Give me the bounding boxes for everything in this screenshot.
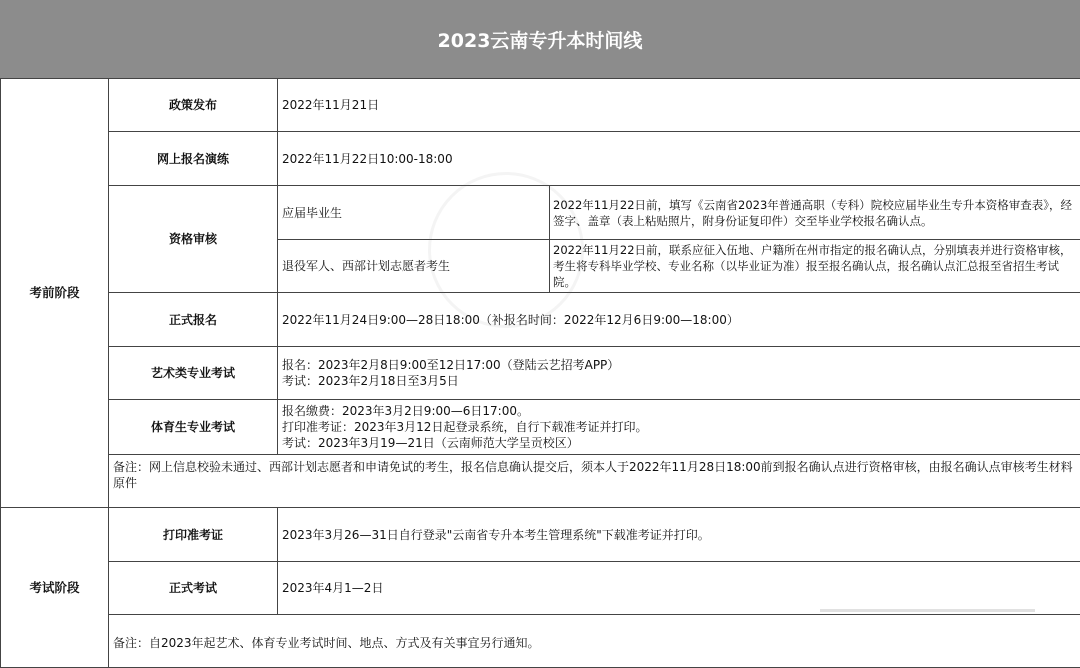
qualification-label: 资格审核 (109, 186, 278, 293)
page-title: 2023云南专升本时间线 (0, 0, 1080, 79)
practice-value: 2022年11月22日10:00-18:00 (278, 132, 1080, 186)
sports-exam-line: 报名缴费：2023年3月2日9:00—6日17:00。 (282, 404, 529, 418)
scan-artifact (820, 609, 1035, 612)
table-row (1, 508, 1080, 562)
table-row (1, 186, 1080, 240)
sports-exam-label: 体育生专业考试 (109, 400, 278, 455)
table-row (1, 562, 1080, 615)
table-row (1, 347, 1080, 400)
art-exam-value (278, 347, 1080, 400)
veteran-desc: 2022年11月22日前，联系应征入伍地、户籍所在州市指定的报名确认点，分别填表并进行资格审核，考生将专科毕业学校、专业名称（以毕业证为准）报至报名确认点，报名确认点汇总报至省招生考试院。 (550, 240, 1080, 293)
exam-note: 备注：自2023年起艺术、体育专业考试时间、地点、方式及有关事宜另行通知。 (109, 615, 1080, 668)
sports-exam-line: 考试：2023年3月19—21日（云南师范大学呈贡校区） (282, 436, 579, 450)
art-exam-label: 艺术类专业考试 (109, 347, 278, 400)
registration-value: 2022年11月24日9:00—28日18:00（补报名时间：2022年12月6日9:00—18:00） (278, 293, 1080, 347)
formal-exam-label: 正式考试 (109, 562, 278, 615)
practice-label: 网上报名演练 (109, 132, 278, 186)
policy-label: 政策发布 (109, 79, 278, 132)
phase-exam: 考试阶段 (1, 508, 109, 668)
admit-card-value: 2023年3月26—31日自行登录"云南省专升本考生管理系统"下载准考证并打印。 (278, 508, 1080, 562)
formal-exam-value: 2023年4月1—2日 (278, 562, 1080, 615)
sports-exam-line: 打印准考证：2023年3月12日起登录系统，自行下载准考证并打印。 (282, 420, 648, 434)
sports-exam-value (278, 400, 1080, 455)
graduate-desc: 2022年11月22日前，填写《云南省2023年普通高职（专科）院校应届毕业生专升本资格审查表》，经签字、盖章（表上粘贴照片，附身份证复印件）交至毕业学校报名确认点。 (550, 186, 1080, 240)
table-row (1, 132, 1080, 186)
table-row (1, 455, 1080, 508)
admit-card-label: 打印准考证 (109, 508, 278, 562)
art-exam-line: 考试：2023年2月18日至3月5日 (282, 374, 459, 388)
registration-label: 正式报名 (109, 293, 278, 347)
art-exam-line: 报名：2023年2月8日9:00至12日17:00（登陆云艺招考APP） (282, 358, 620, 372)
table-row (1, 79, 1080, 132)
veteran-label: 退役军人、西部计划志愿者考生 (278, 240, 550, 293)
table-row (1, 293, 1080, 347)
table-row (1, 400, 1080, 455)
graduate-label: 应届毕业生 (278, 186, 550, 240)
table-row (1, 615, 1080, 668)
timeline-table (0, 78, 1080, 668)
phase-pre-exam: 考前阶段 (1, 79, 109, 508)
pre-exam-note: 备注：网上信息校验未通过、西部计划志愿者和申请免试的考生，报名信息确认提交后，须本人于2022年11月28日18:00前到报名确认点进行资格审核，由报名确认点审核考生材料原件 (109, 455, 1080, 508)
policy-value: 2022年11月21日 (278, 79, 1080, 132)
